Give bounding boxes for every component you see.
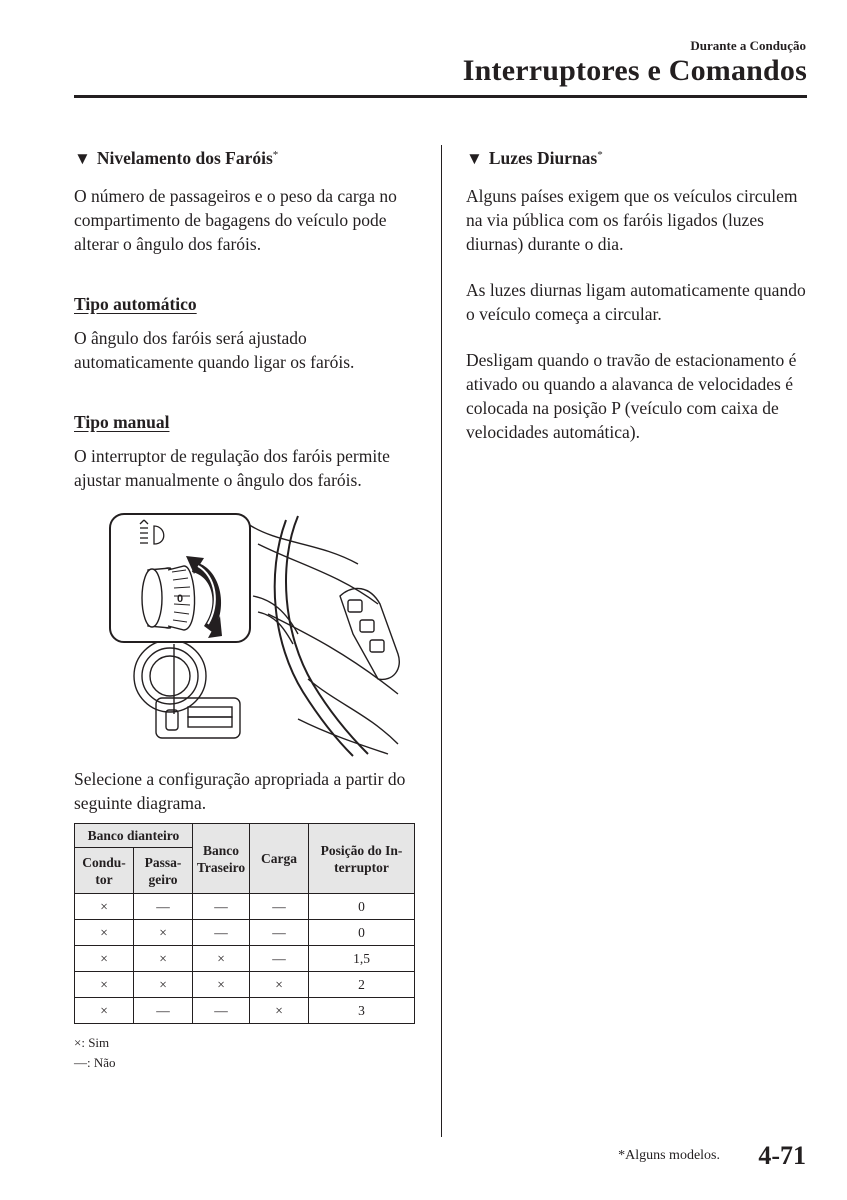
table-cell: —: [134, 894, 193, 920]
left-column: [74, 142, 424, 492]
daytime-lights-p1: Alguns países exigem que os veículos circulem na via pública com os faróis ligados (luzes diurnas) durante o dia.: [466, 186, 798, 254]
legend-no: —: Não: [74, 1055, 116, 1070]
triangle-bullet-icon: ▼: [74, 149, 91, 168]
asterisk-marker: *: [597, 149, 603, 161]
table-cell: —: [250, 920, 309, 946]
headlight-leveling-switch-illustration: [108, 504, 426, 760]
table-row: [75, 894, 415, 920]
table-cell: —: [250, 894, 309, 920]
triangle-bullet-icon: ▼: [466, 149, 483, 168]
table-cell: 0: [309, 894, 415, 920]
table-cell: ×: [75, 920, 134, 946]
leveling-position-table: [74, 823, 415, 1024]
table-cell: 0: [309, 920, 415, 946]
table-cell: ×: [134, 920, 193, 946]
page-number: 4-71: [758, 1141, 806, 1170]
col-header-front-seat: Banco dianteiro: [75, 824, 193, 848]
col-header-driver: Condu- tor: [75, 848, 134, 894]
table-cell: ×: [250, 998, 309, 1024]
footnote-some-models: *Alguns modelos.: [618, 1148, 720, 1163]
leveling-intro: O número de passageiros e o peso da carga no compartimento de bagagens do veículo pode alterar o ângulo dos faróis.: [74, 186, 397, 254]
section-heading-leveling: [74, 142, 424, 172]
leveling-dial: [142, 566, 195, 630]
col-header-rear-seat: Banco Traseiro: [193, 824, 250, 894]
daytime-lights-p2: As luzes diurnas ligam automaticamente quando o veículo começa a circular.: [466, 280, 806, 324]
table-cell: ×: [134, 946, 193, 972]
subheading-manual: Tipo manual: [74, 412, 170, 432]
table-cell: —: [134, 998, 193, 1024]
select-instruction: Selecione a configuração apropriada a partir do seguinte diagrama.: [74, 769, 406, 813]
asterisk-marker: *: [272, 149, 279, 161]
table-cell: —: [193, 998, 250, 1024]
legend-yes: ×: Sim: [74, 1035, 110, 1050]
section-heading-daytime-lights-text: Luzes Diurnas: [488, 148, 598, 168]
header-rule: [74, 95, 807, 98]
col-header-cargo: Carga: [250, 824, 309, 894]
section-heading-leveling-text: Nivelamento dos Faróis: [96, 148, 273, 168]
table-cell: ×: [75, 972, 134, 998]
daytime-lights-p3: Desligam quando o travão de estacionamento é ativado ou quando a alavanca de velocidades é colocada na posição P (veículo com caixa de velocidades automática).: [466, 350, 797, 442]
table-cell: 2: [309, 972, 415, 998]
table-row: [75, 920, 415, 946]
table-cell: 1,5: [309, 946, 415, 972]
table-cell: ×: [75, 998, 134, 1024]
automatic-text: O ângulo dos faróis será ajustado automaticamente quando ligar os faróis.: [74, 328, 355, 372]
column-divider: [441, 145, 442, 1137]
dial-label: 0: [177, 593, 184, 605]
table-cell: ×: [193, 946, 250, 972]
table-cell: —: [193, 894, 250, 920]
col-header-passenger: Passa- geiro: [134, 848, 193, 894]
table-cell: —: [250, 946, 309, 972]
subheading-automatic: Tipo automático: [74, 294, 197, 314]
table-cell: ×: [75, 946, 134, 972]
right-column: [466, 142, 808, 444]
table-cell: ×: [134, 972, 193, 998]
table-cell: —: [193, 920, 250, 946]
table-cell: ×: [250, 972, 309, 998]
table-cell: 3: [309, 998, 415, 1024]
table-row: [75, 998, 415, 1024]
section-heading-daytime-lights: [466, 142, 808, 172]
col-header-switch-position: Posição do In- terruptor: [309, 824, 415, 894]
table-row: [75, 946, 415, 972]
running-header-section: Durante a Condução: [690, 38, 806, 53]
manual-text: O interruptor de regulação dos faróis permite ajustar manualmente o ângulo dos faróis.: [74, 446, 390, 490]
table-row: [75, 972, 415, 998]
page-title: Interruptores e Comandos: [462, 54, 807, 87]
table-cell: ×: [75, 894, 134, 920]
table-cell: ×: [193, 972, 250, 998]
